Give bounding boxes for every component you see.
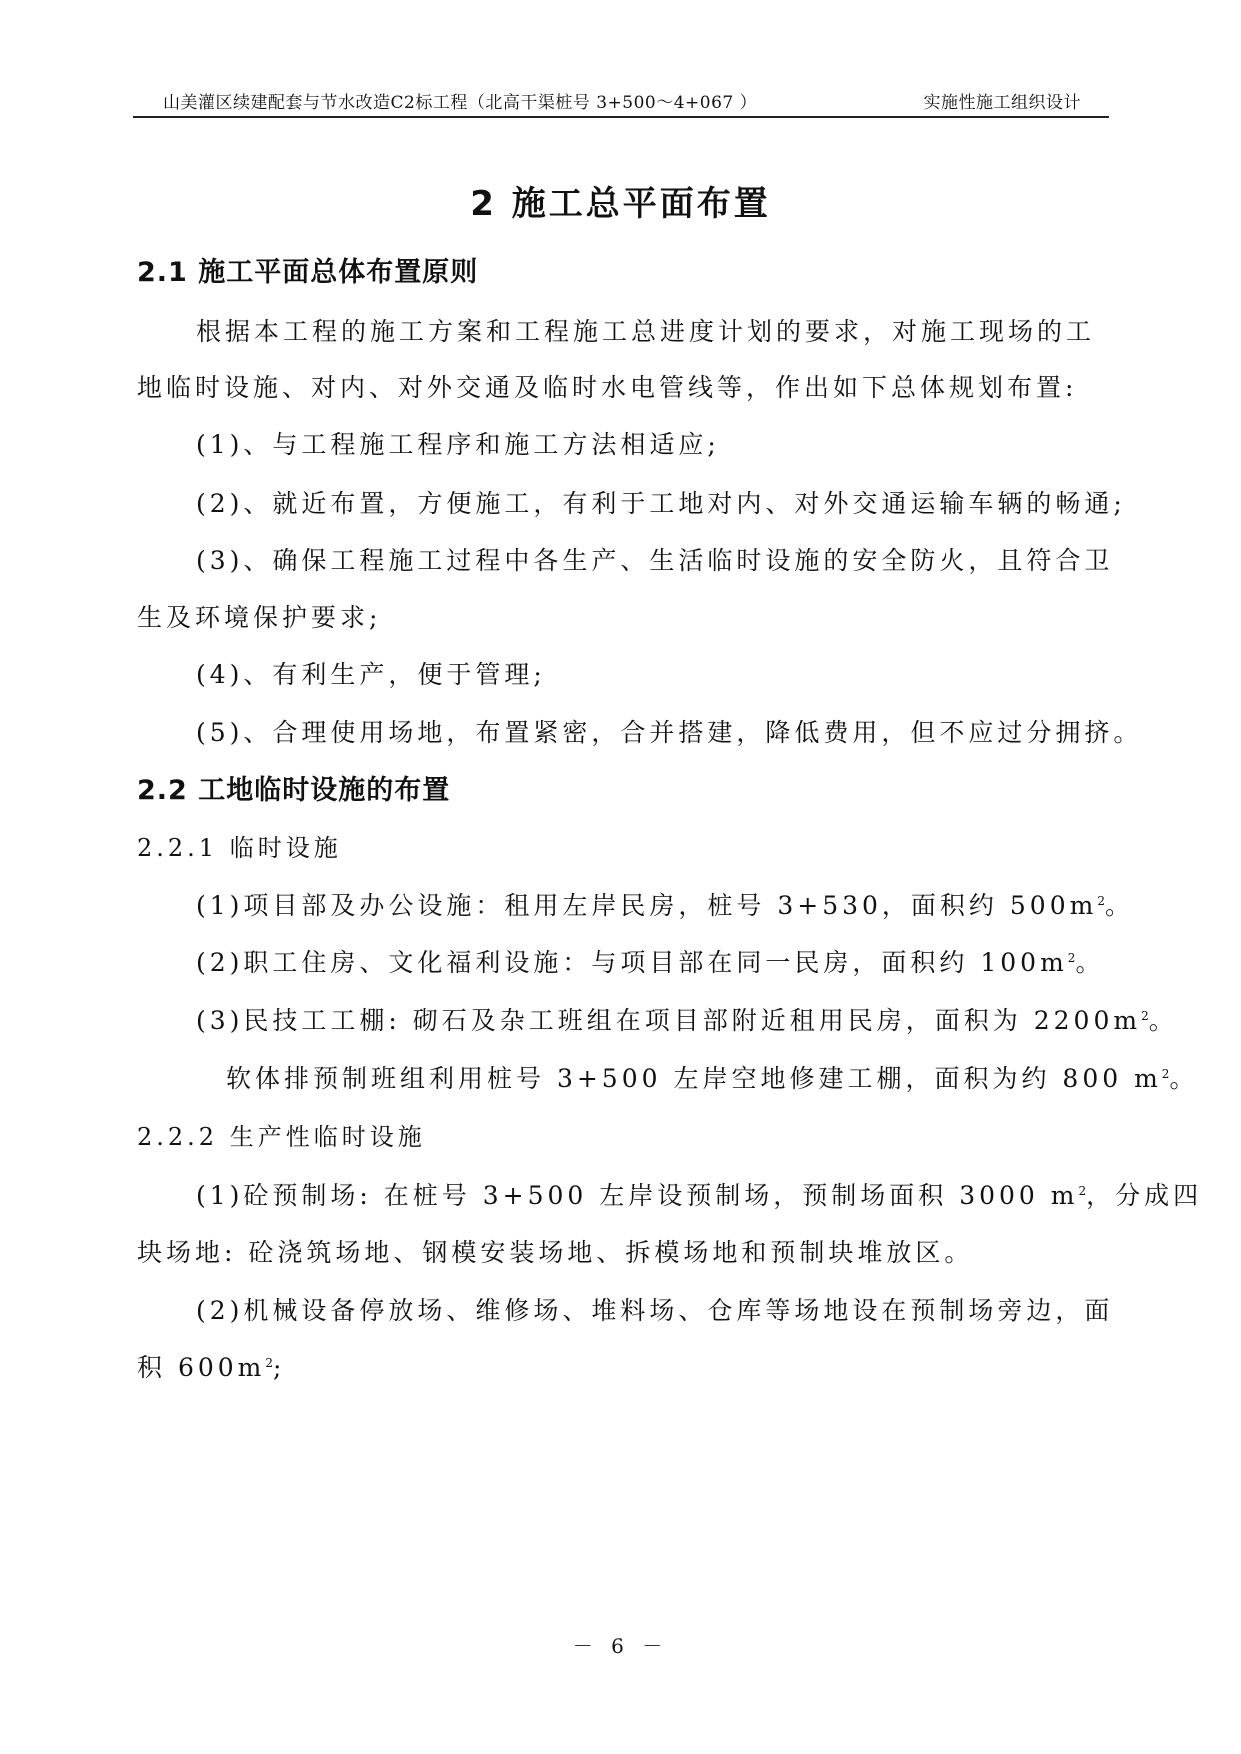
- superscript-2: 2: [1078, 1184, 1087, 1198]
- production-item-1-text: (1)砼预制场: 在桩号 3+500 左岸设预制场，预制场面积 3000 m: [196, 1181, 1079, 1210]
- header-project-name: 山美灌区续建配套与节水改造C2标工程（北高干渠桩号 3+500～4+067 ）: [163, 93, 758, 113]
- section-2-2-heading: 2.2 工地临时设施的布置: [137, 775, 451, 806]
- production-facility-item-2-line-2: [137, 1348, 285, 1384]
- principle-item-4: (4)、有利生产，便于管理;: [196, 660, 546, 689]
- temp-facility-item-3-end: 。: [1148, 1006, 1178, 1035]
- temp-facility-item-3: [196, 1001, 1178, 1037]
- production-facility-item-1-line-2: 块场地: 砼浇筑场地、钢模安装场地、拆模场地和预制块堆放区。: [137, 1238, 974, 1267]
- temp-facility-item-2-end: 。: [1075, 948, 1105, 977]
- page-number: － 6 －: [572, 1634, 669, 1658]
- production-item-1-end: ，分成四: [1086, 1181, 1203, 1210]
- temp-facility-item-1-end: 。: [1104, 891, 1134, 920]
- temp-facility-item-2: [196, 943, 1104, 979]
- temp-facility-item-3b-text: 软体排预制班组利用桩号 3+500 左岸空地修建工棚，面积为约 800 m: [226, 1064, 1162, 1093]
- temp-facility-item-3b-end: 。: [1169, 1064, 1199, 1093]
- page-header: [133, 88, 1109, 118]
- principle-item-1: (1)、与工程施工程序和施工方法相适应;: [196, 430, 720, 459]
- principle-item-2: (2)、就近布置，方便施工，有利于工地对内、对外交通运输车辆的畅通;: [196, 489, 1126, 518]
- superscript-2: 2: [1141, 1009, 1149, 1023]
- temp-facility-item-3-continued: [226, 1059, 1198, 1095]
- production-facility-item-2-line-1: (2)机械设备停放场、维修场、堆料场、仓库等场地设在预制场旁边，面: [196, 1296, 1114, 1325]
- principle-item-3-line-2: 生及环境保护要求;: [137, 603, 382, 632]
- principle-item-3-line-1: (3)、确保工程施工过程中各生产、生活临时设施的安全防火，且符合卫: [196, 546, 1114, 575]
- superscript-2: 2: [265, 1356, 274, 1370]
- subsection-2-2-2-heading: 2.2.2 生产性临时设施: [137, 1123, 426, 1151]
- superscript-2: 2: [1067, 951, 1076, 965]
- production-facility-item-1-line-1: [196, 1176, 1202, 1212]
- production-item-2-line-2-text: 积 600m: [137, 1353, 266, 1382]
- intro-paragraph-line-1: 根据本工程的施工方案和工程施工总进度计划的要求，对施工现场的工: [196, 317, 1096, 346]
- temp-facility-item-1-text: (1)项目部及办公设施：租用左岸民房，桩号 3+530，面积约 500m: [196, 891, 1098, 920]
- superscript-2: 2: [1097, 894, 1105, 908]
- temp-facility-item-3-text: (3)民技工工棚: 砌石及杂工班组在项目部附近租用民房，面积为 2200m: [196, 1006, 1142, 1035]
- principle-item-5: (5)、合理使用场地，布置紧密，合并搭建，降低费用，但不应过分拥挤。: [196, 718, 1143, 747]
- header-document-type: 实施性施工组织设计: [923, 93, 1081, 113]
- chapter-title: 2 施工总平面布置: [470, 184, 771, 224]
- superscript-2: 2: [1161, 1067, 1170, 1081]
- subsection-2-2-1-heading: 2.2.1 临时设施: [137, 834, 342, 862]
- temp-facility-item-2-text: (2)职工住房、文化福利设施：与项目部在同一民房，面积约 100m: [196, 948, 1068, 977]
- intro-paragraph-line-2: 地临时设施、对内、对外交通及临时水电管线等，作出如下总体规划布置:: [137, 373, 1078, 402]
- section-2-1-heading: 2.1 施工平面总体布置原则: [137, 257, 479, 288]
- production-item-2-line-2-end: ;: [273, 1353, 286, 1382]
- temp-facility-item-1: [196, 886, 1134, 922]
